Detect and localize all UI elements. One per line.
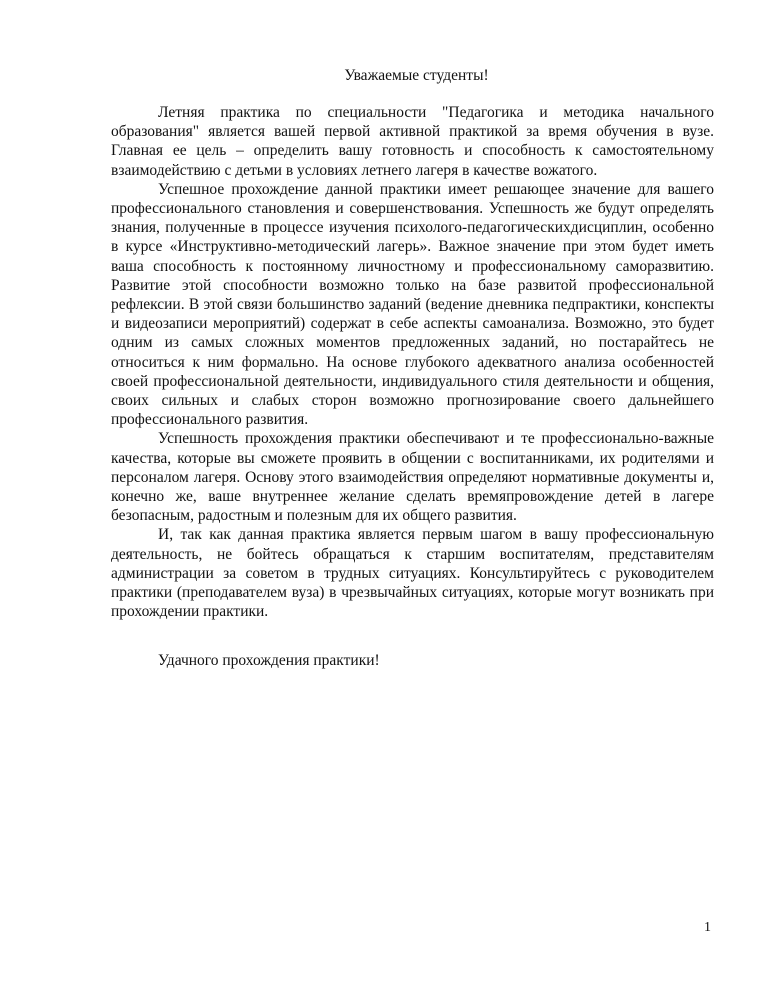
document-page: [111, 66, 714, 670]
document-heading: Уважаемые студенты!: [344, 67, 489, 84]
page-number: 1: [704, 920, 711, 935]
paragraph-success: Успешное прохождение данной практики имеет решающее значение для вашего профессионального становления и совершенствования. Успешность же будут определять знания, полученные в процессе изучения психолого-педагогическихдисциплин, особенно в курсе «Инструктивно-методический лагерь». Важное значение при этом будет иметь ваша способность к постоянному личностному и профессиональному саморазвитию. Развитие этой способности возможно только на базе развитой профессиональной рефлексии. В этой связи большинство заданий (ведение дневника педпрактики, конспекты и видеозаписи мероприятий) содержат в себе аспекты самоанализа. Возможно, это будет одним из самых сложных моментов предложенных заданий, но постарайтесь не относиться к ним формально. На основе глубокого адекватного анализа особенностей своей профессиональной деятельности, индивидуального стиля деятельности и общения, своих сильных и слабых сторон возможно прогнозирование своего дальнейшего профессионального развития.: [111, 180, 714, 429]
paragraph-qualities: Успешность прохождения практики обеспечивают и те профессионально-важные качества, которые вы сможете проявить в общении с воспитанниками, их родителями и персоналом лагеря. Основу этого взаимодействия определяют нормативные документы и, конечно же, ваше внутреннее желание сделать времяпровождение детей в лагере безопасным, радостным и полезным для их общего развития.: [111, 430, 714, 525]
closing-wish: Удачного прохождения практики!: [158, 652, 380, 670]
paragraph-purpose: Летняя практика по специальности "Педагогика и методика начального образования" является вашей первой активной практикой за время обучения в вузе. Главная ее цель – определить вашу готовность и способность к самостоятельному взаимодействию с детьми в условиях летнего лагеря в качестве вожатого.: [111, 104, 714, 179]
paragraph-advice: И, так как данная практика является первым шагом в вашу профессиональную деятельность, не бойтесь обращаться к старшим воспитателям, представителям администрации за советом в трудных ситуациях. Консультируйтесь с руководителем практики (преподавателем вуза) в чрезвычайных ситуациях, которые могут возникать при прохождении практики.: [111, 526, 714, 621]
